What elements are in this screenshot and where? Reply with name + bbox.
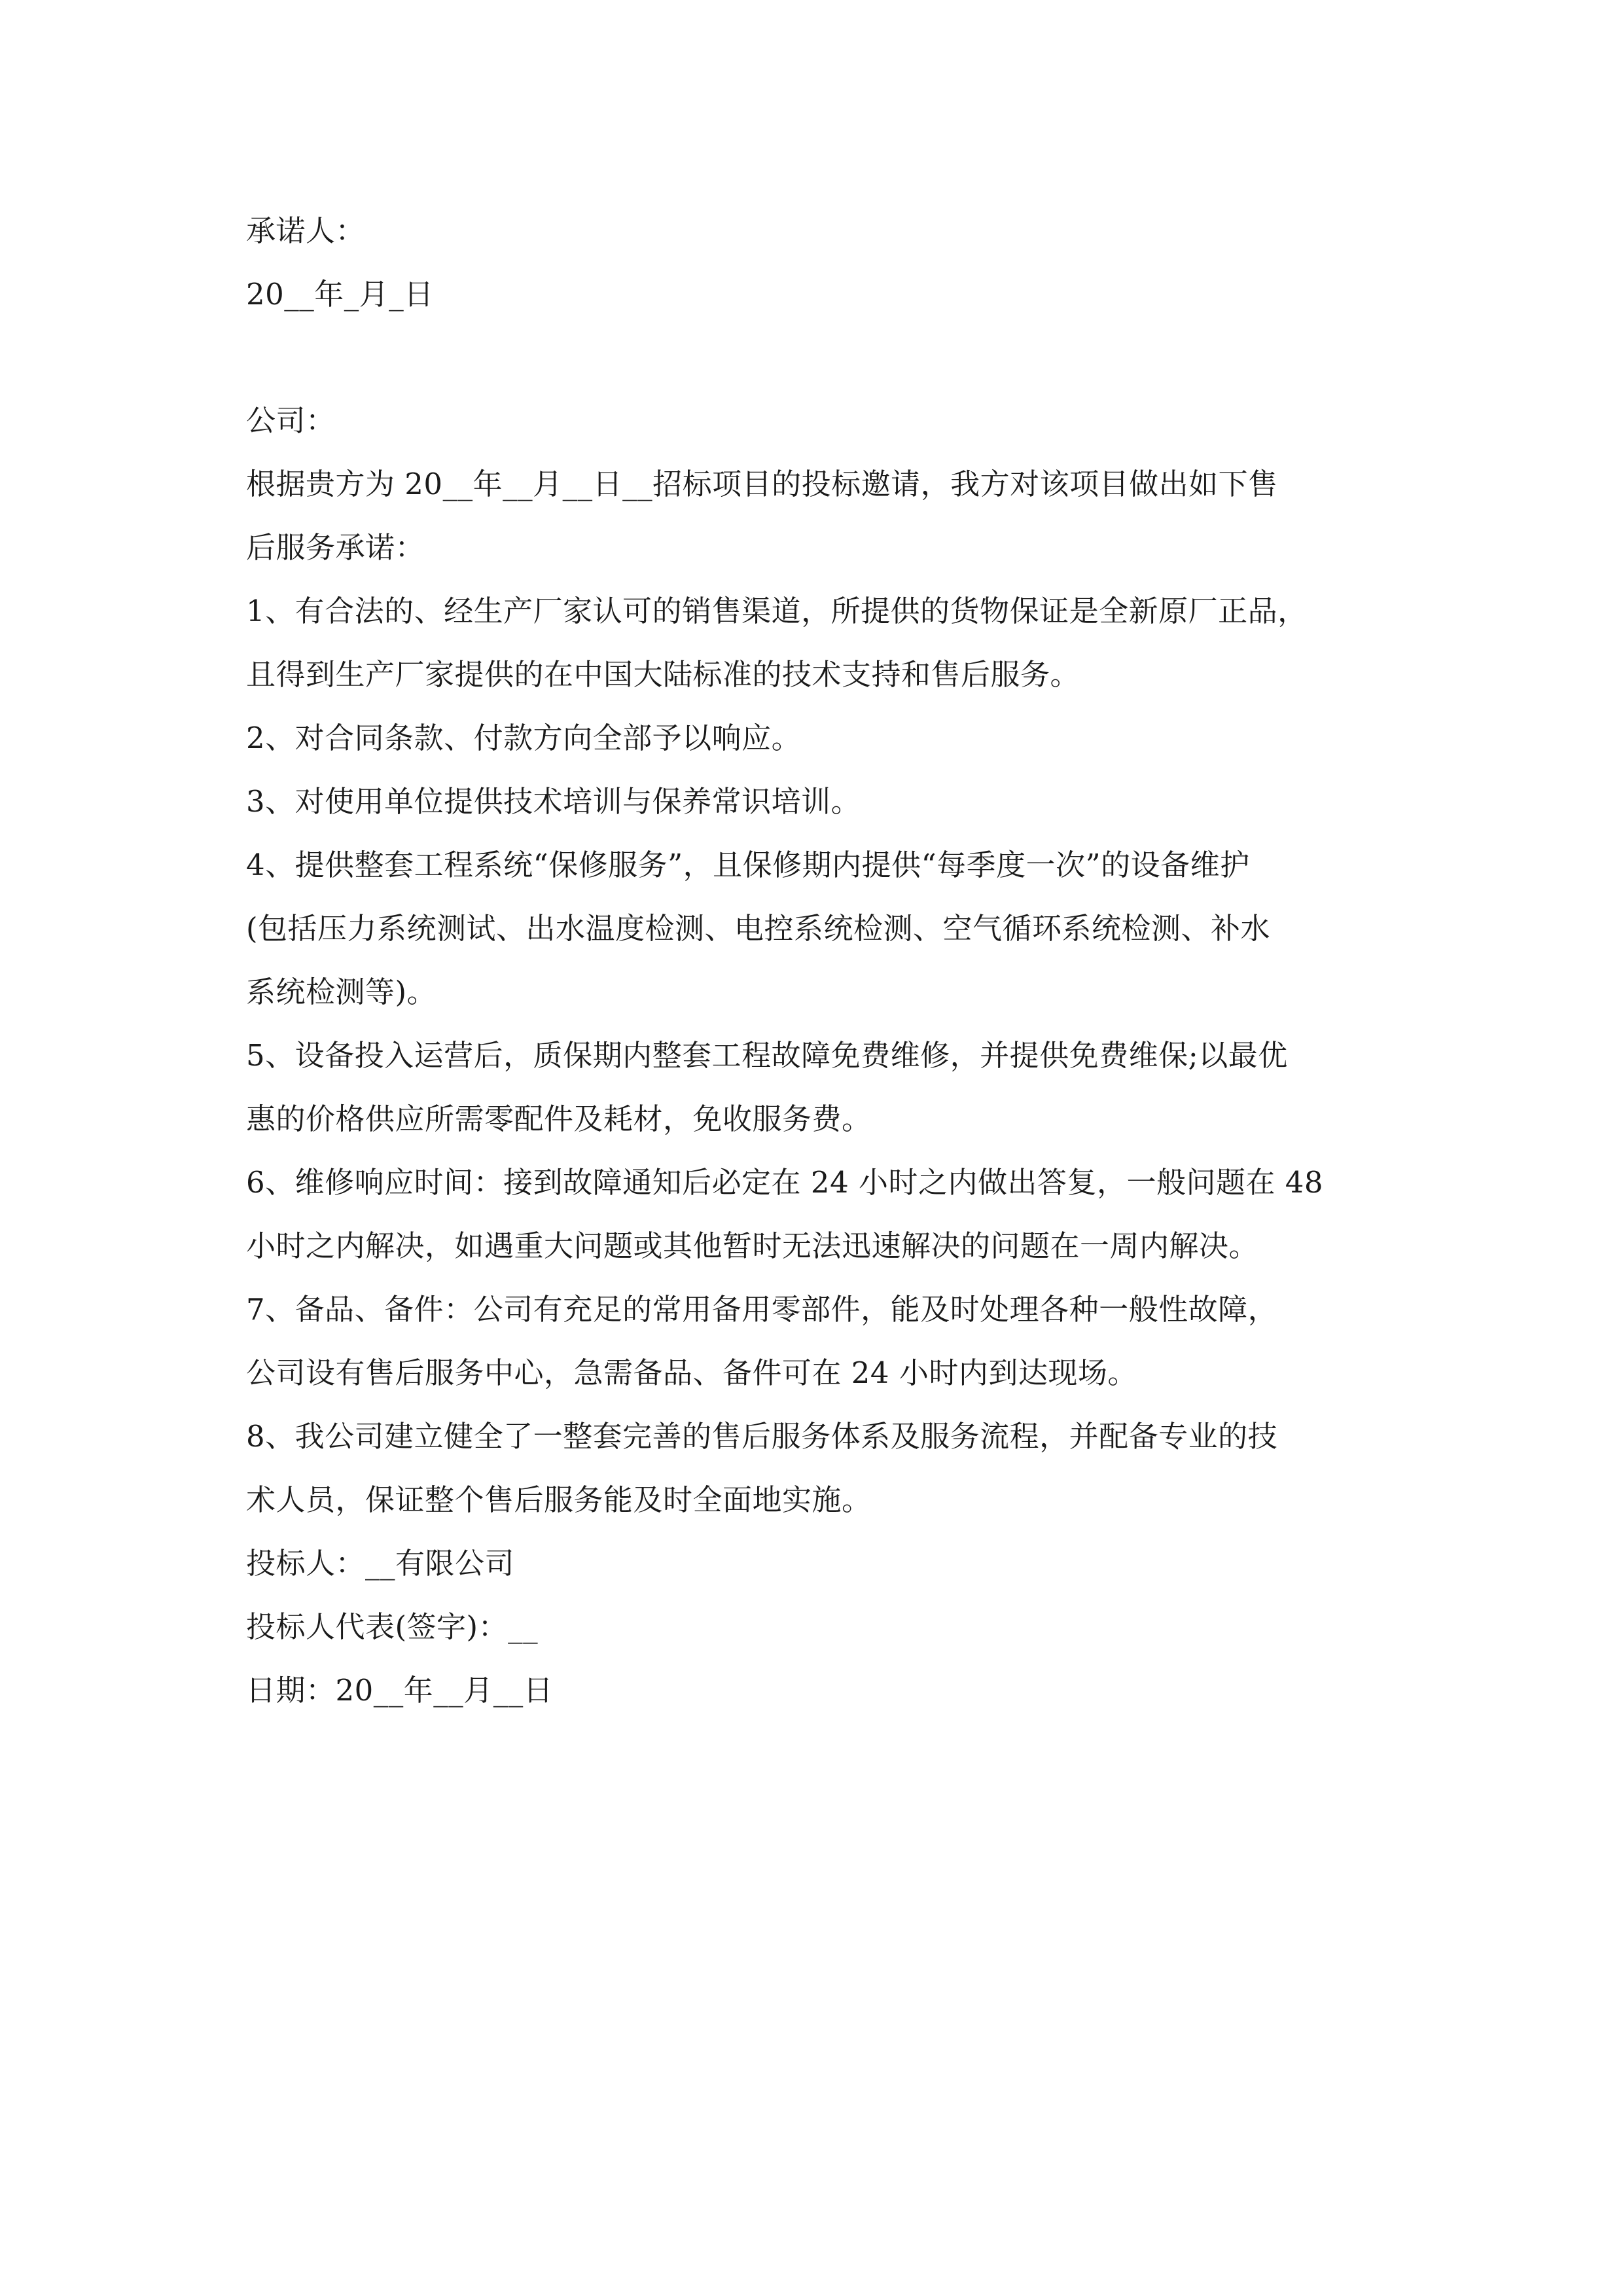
pledge-date: 20__年_月_日 xyxy=(246,277,434,312)
signing-date: 日期：20__年__月__日 xyxy=(246,1673,554,1708)
list-item-7 xyxy=(246,1278,1385,1405)
list-item-line: 4、提供整套工程系统“保修服务”，且保修期内提供“每季度一次”的设备维护 xyxy=(246,848,1250,882)
letter-body xyxy=(246,389,1385,1722)
list-item-6 xyxy=(246,1151,1385,1278)
list-item-line: 8、我公司建立健全了一整套完善的售后服务体系及服务流程，并配备专业的技 xyxy=(246,1419,1278,1454)
list-item-line: 小时之内解决，如遇重大问题或其他暂时无法迅速解决的问题在一周内解决。 xyxy=(246,1229,1259,1263)
list-item-line: 3、对使用单位提供技术培训与保养常识培训。 xyxy=(246,784,861,819)
list-item-line: 且得到生产厂家提供的在中国大陆标准的技术支持和售后服务。 xyxy=(246,657,1080,692)
promisor-label: 承诺人： xyxy=(246,213,366,248)
list-item-line: 术人员，保证整个售后服务能及时全面地实施。 xyxy=(246,1482,872,1517)
list-item-line: 6、维修响应时间：接到故障通知后必定在 24 小时之内做出答复，一般问题在 48 xyxy=(246,1165,1324,1200)
list-item-4 xyxy=(246,833,1385,1024)
list-item-3 xyxy=(246,770,1385,833)
representative-signature-line: 投标人代表(签字)：__ xyxy=(246,1609,539,1644)
list-item-line: 系统检测等)。 xyxy=(246,975,437,1009)
list-item-line: 5、设备投入运营后，质保期内整套工程故障免费维修，并提供免费维保;以最优 xyxy=(246,1038,1288,1073)
intro-line: 后服务承诺： xyxy=(246,530,425,565)
list-item-line: 惠的价格供应所需零配件及耗材，免收服务费。 xyxy=(246,1102,872,1136)
list-item-2 xyxy=(246,706,1385,770)
list-item-line: 1、有合法的、经生产厂家认可的销售渠道，所提供的货物保证是全新原厂正品， xyxy=(246,594,1308,628)
list-item-line: 2、对合同条款、付款方向全部予以响应。 xyxy=(246,721,802,755)
list-item-1 xyxy=(246,579,1385,706)
bidder-line: 投标人：__有限公司 xyxy=(246,1546,515,1581)
list-item-8 xyxy=(246,1405,1385,1532)
intro-line: 根据贵方为 20__年__月__日__招标项目的投标邀请，我方对该项目做出如下售 xyxy=(246,467,1278,501)
list-item-line: 7、备品、备件：公司有充足的常用备用零部件，能及时处理各种一般性故障， xyxy=(246,1292,1278,1327)
list-item-line: 公司设有售后服务中心，急需备品、备件可在 24 小时内到达现场。 xyxy=(246,1355,1137,1390)
pledge-signature-block xyxy=(246,199,1385,326)
intro-paragraph xyxy=(246,452,1385,579)
addressee: 公司： xyxy=(246,403,336,438)
list-item-line: (包括压力系统测试、出水温度检测、电控系统检测、空气循环系统检测、补水 xyxy=(246,911,1271,946)
list-item-5 xyxy=(246,1024,1385,1151)
